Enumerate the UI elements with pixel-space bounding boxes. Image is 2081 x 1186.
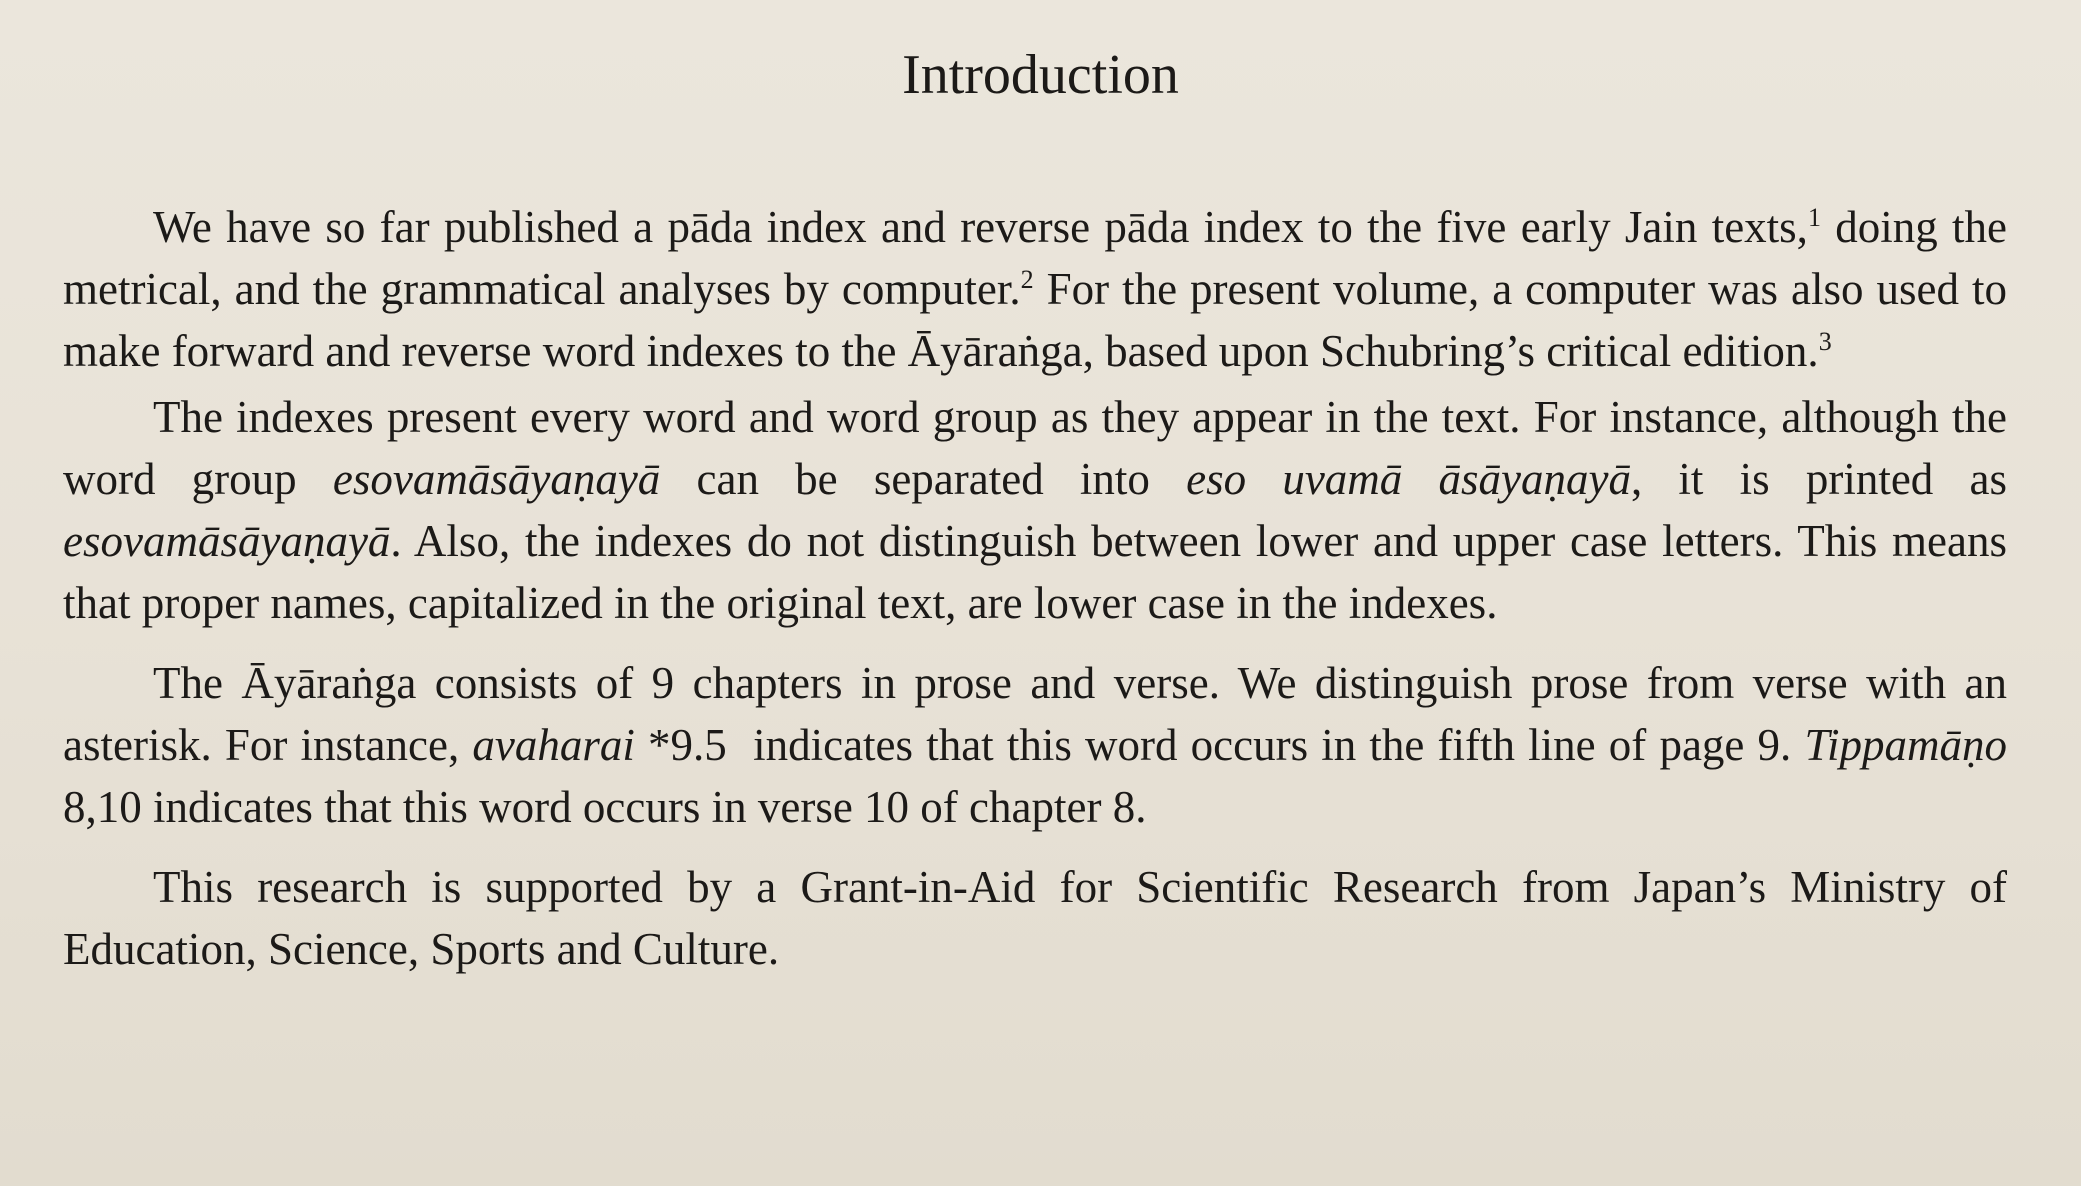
footnote-marker: 2 xyxy=(1020,265,1034,294)
footnote-marker: 3 xyxy=(1818,327,1832,356)
text-segment: can be separated into xyxy=(660,454,1187,504)
text-segment: *9.5 indicates that this word occurs in the fifth line of page 9. xyxy=(634,720,1805,770)
paragraph-intro xyxy=(63,196,2019,382)
text-segment: doing the metrical, and the grammatical analyses by computer. xyxy=(63,202,2019,314)
italic-term: esovamāsāyaṇayā xyxy=(63,516,391,566)
italic-term: esovamāsāyaṇayā xyxy=(332,454,661,504)
page-title: Introduction xyxy=(902,44,1179,106)
italic-term: eso uvamā āsāyaṇayā xyxy=(1186,454,1631,504)
text-segment: . Also, the indexes do not distinguish between lower and upper case letters. This means that proper names, capitalized in the original text, are lower case in the indexes. xyxy=(63,516,2019,628)
text-segment: , it is printed as xyxy=(1630,454,2019,504)
text-segment: The indexes present every word and word group as they appear in the text. For instance, although the word group xyxy=(63,392,2019,504)
italic-term: avaharai xyxy=(472,720,635,770)
text-segment: This research is supported by a Grant-in-Aid for Scientific Research from Japan’s Ministry of Education, Science, Sports and Culture. xyxy=(63,862,2019,974)
text-segment: 8,10 indicates that this word occurs in verse 10 of chapter 8. xyxy=(63,720,2030,832)
text-segment: The Āyāraṅga consists of 9 chapters in prose and verse. We distinguish prose from verse with an asterisk. For instance, xyxy=(63,658,2019,770)
paragraph-chapters xyxy=(63,652,2030,838)
paragraph-funding xyxy=(63,856,2019,980)
text-segment: For the present volume, a computer was also used to make forward and reverse word indexes to the Āyāraṅga, based upon Schubring’s critical edition. xyxy=(63,264,2019,376)
paragraph-indexes xyxy=(63,386,2019,634)
footnote-marker: 1 xyxy=(1807,203,1821,232)
italic-term: Tippamāṇo xyxy=(1804,720,2007,770)
text-segment: We have so far published a pāda index and reverse pāda index to the five early Jain texts, xyxy=(153,202,1808,252)
body-text xyxy=(63,196,2030,980)
